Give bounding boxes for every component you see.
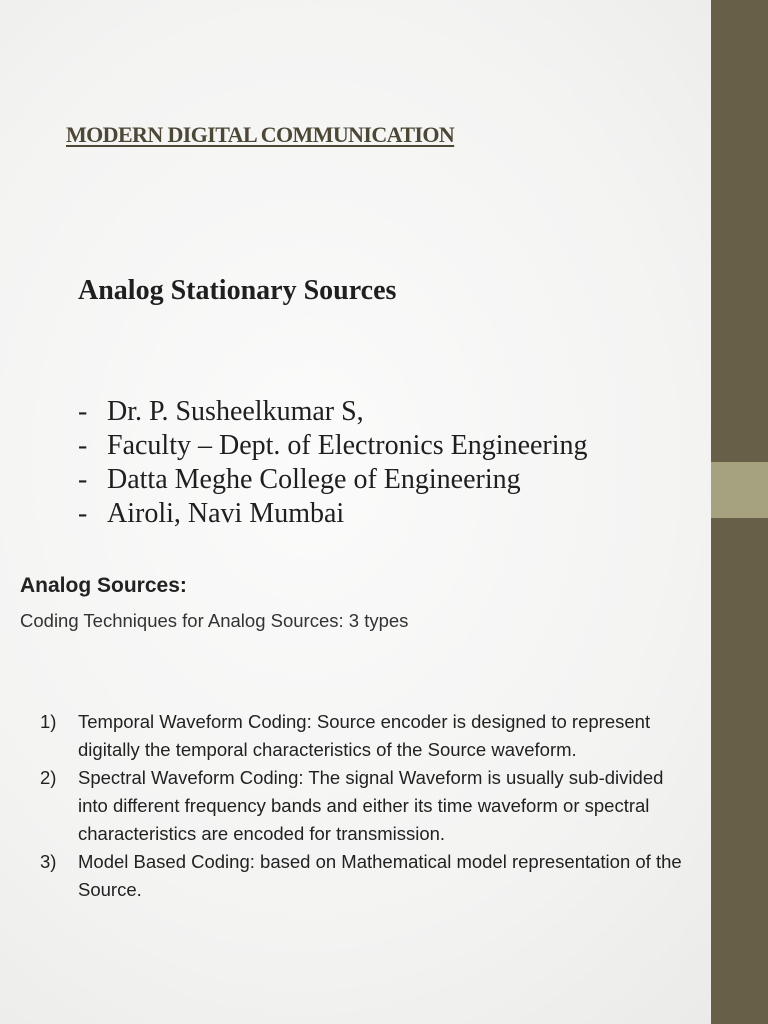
list-item	[40, 708, 690, 764]
author-item	[78, 497, 588, 531]
list-item-text: Model Based Coding: based on Mathematical model representation of the Source.	[78, 851, 682, 900]
list-item-text: Spectral Waveform Coding: The signal Waveform is usually sub-divided into different frequency bands and either its time waveform or spectral characteristics are encoded for transmission.	[78, 767, 664, 844]
author-item-text: Datta Meghe College of Engineering	[107, 464, 521, 495]
list-item	[40, 848, 690, 904]
author-item-text: Dr. P. Susheelkumar S,	[107, 396, 364, 427]
author-item	[78, 463, 588, 497]
author-list	[78, 395, 588, 531]
list-item	[40, 764, 690, 848]
list-dash: -	[78, 430, 88, 461]
list-number: 1)	[40, 711, 57, 732]
section-heading: Analog Sources:	[20, 574, 187, 597]
list-dash: -	[78, 498, 88, 529]
section-subheading: Coding Techniques for Analog Sources: 3 types	[20, 610, 409, 631]
author-item-text: Airoli, Navi Mumbai	[107, 498, 345, 529]
author-item-text: Faculty – Dept. of Electronics Engineering	[107, 430, 588, 461]
author-item	[78, 429, 588, 463]
page-title: MODERN DIGITAL COMMUNICATION	[66, 122, 455, 147]
list-dash: -	[78, 464, 88, 495]
list-number: 2)	[40, 767, 57, 788]
author-item	[78, 395, 588, 429]
slide-subtitle: Analog Stationary Sources	[78, 275, 397, 306]
coding-types-list	[40, 708, 690, 904]
list-number: 3)	[40, 851, 57, 872]
list-dash: -	[78, 396, 88, 427]
side-bar-accent	[711, 462, 768, 518]
list-item-text: Temporal Waveform Coding: Source encoder is designed to represent digitally the temporal characteristics of the Source waveform.	[78, 711, 651, 760]
